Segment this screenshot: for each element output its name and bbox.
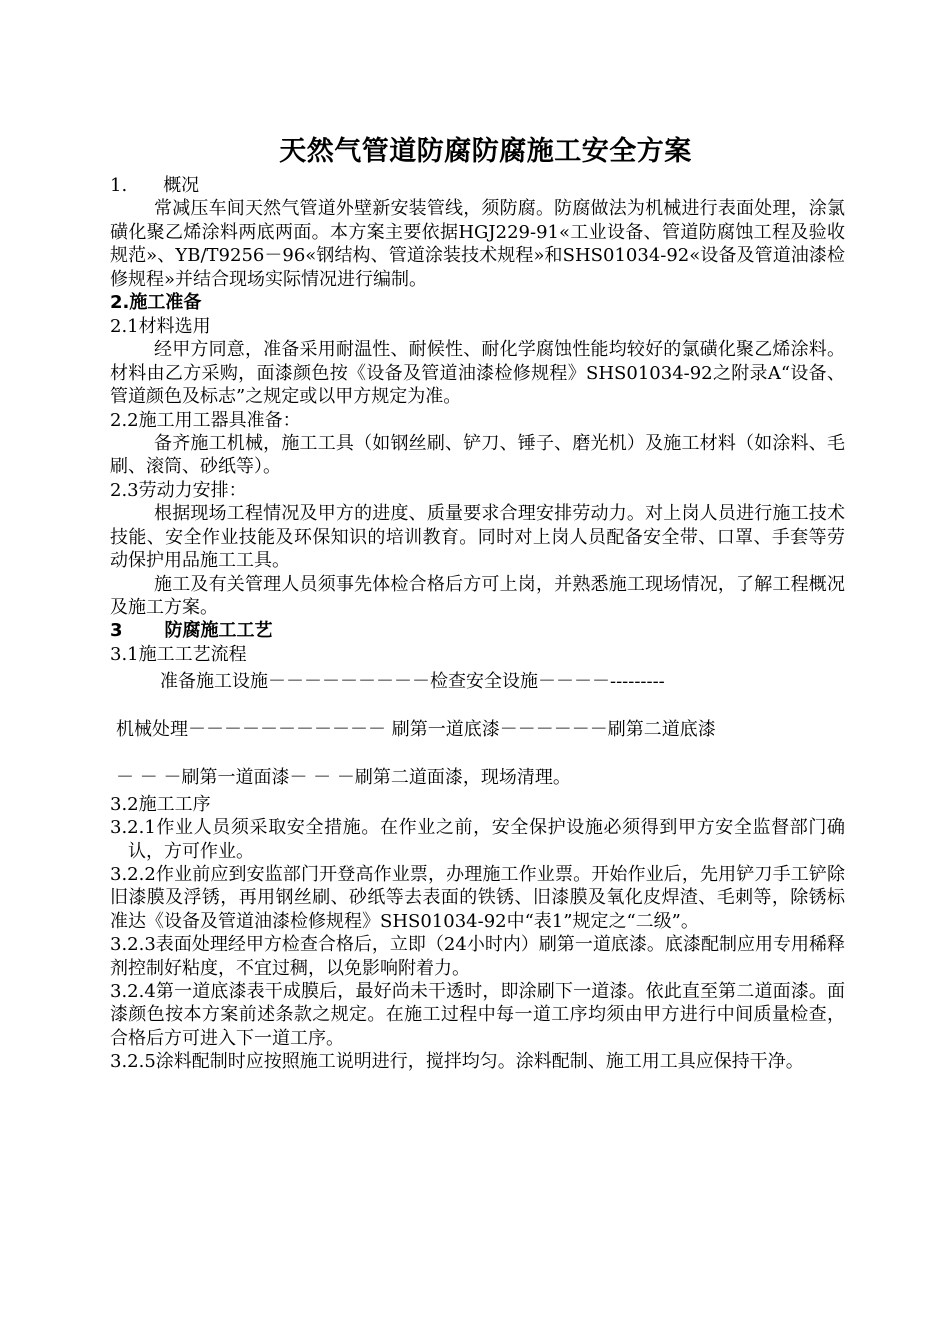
document-page: [110, 132, 845, 1074]
section-2-2-label: 2.2施工用工器具准备：: [110, 409, 301, 431]
section-1-paragraph: 常减压车间天然气管道外壁新安装管线，须防腐。防腐做法为机械进行表面处理，涂氯磺化聚乙烯涂料两底两面。本方案主要依据HGJ229-91«工业设备、管道防腐蚀工程及验收规范»、YB/T9256－96«钢结构、管道涂装技术规程»和SHS01034-92«设备及管道油漆检修规程»并结合现场实际情况进行编制。: [110, 198, 845, 290]
section-1-heading: [110, 174, 845, 197]
section-2-1-paragraph: 经甲方同意，准备采用耐温性、耐候性、耐化学腐蚀性能均较好的氯磺化聚乙烯涂料。材料由乙方采购，面漆颜色按《设备及管道油漆检修规程》SHS01034-92之附录A“设备、管道颜色及标志”之规定或以甲方规定为准。: [110, 339, 845, 408]
section-3-1-label: 3.1施工工艺流程: [110, 644, 247, 666]
section-3-number: 3: [110, 620, 123, 642]
section-1-label: 概况: [163, 175, 200, 196]
section-3-label: 防腐施工工艺: [164, 620, 273, 642]
section-2-3-paragraph-1: 根据现场工程情况及甲方的进度、质量要求合理安排劳动力。对上岗人员进行施工技术技能、安全作业技能及环保知识的培训教育。同时对上岗人员配备安全带、口罩、手套等劳动保护用品施工工具。: [110, 503, 845, 572]
section-2-3-paragraph-2: 施工及有关管理人员须事先体检合格后方可上岗，并熟悉施工现场情况，了解工程概况及施工方案。: [110, 573, 845, 618]
step-3-2-1: 3.2.1作业人员须采取安全措施。在作业之前，安全保护设施必须得到甲方安全监督部门确认，方可作业。: [110, 817, 845, 862]
section-1-number: 1.: [110, 175, 128, 196]
section-3-2-label: 3.2施工工序: [110, 793, 211, 815]
process-flow-line-2: 机械处理－－－－－－－－－－－ 刷第一道底漆－－－－－－刷第二道底漆: [116, 718, 716, 740]
step-3-2-3: 3.2.3表面处理经甲方检查合格后，立即（24小时内）刷第一道底漆。底漆配制应用专用稀释剂控制好粘度，不宜过稠，以免影响附着力。: [110, 934, 845, 979]
section-2-1-label: 2.1材料选用: [110, 316, 211, 338]
process-flow-line-1: 准备施工设施－－－－－－－－－检查安全设施－－－－---------: [160, 670, 665, 692]
step-3-2-5: 3.2.5涂料配制时应按照施工说明进行，搅拌均匀。涂料配制、施工用工具应保持干净。: [110, 1051, 804, 1073]
step-3-2-4: 3.2.4第一道底漆表干成膜后，最好尚未干透时，即涂刷下一道漆。依此直至第二道面漆。面漆颜色按本方案前述条款之规定。在施工过程中每一道工序均须由甲方进行中间质量检查，合格后方可进入下一道工序。: [110, 980, 845, 1049]
section-2-2-paragraph: 备齐施工机械，施工工具（如钢丝刷、铲刀、锤子、磨光机）及施工材料（如涂料、毛刷、滚筒、砂纸等）。: [110, 433, 845, 478]
section-2-heading: 2.施工准备: [110, 292, 202, 314]
section-3-heading: [110, 619, 845, 643]
process-flow-line-3: － － －刷第一道面漆－ － －刷第二道面漆，现场清理。: [116, 766, 571, 788]
section-2-3-label: 2.3劳动力安排：: [110, 479, 247, 501]
step-3-2-2: 3.2.2作业前应到安监部门开登高作业票，办理施工作业票。开始作业后，先用铲刀手工铲除旧漆膜及浮锈，再用钢丝刷、砂纸等去表面的铁锈、旧漆膜及氧化皮焊渣、毛刺等，除锈标准达《设备及管道油漆检修规程》SHS01034-92中“表1”规定之“二级”。: [110, 863, 845, 932]
document-title: 天然气管道防腐防腐施工安全方案: [279, 136, 692, 167]
